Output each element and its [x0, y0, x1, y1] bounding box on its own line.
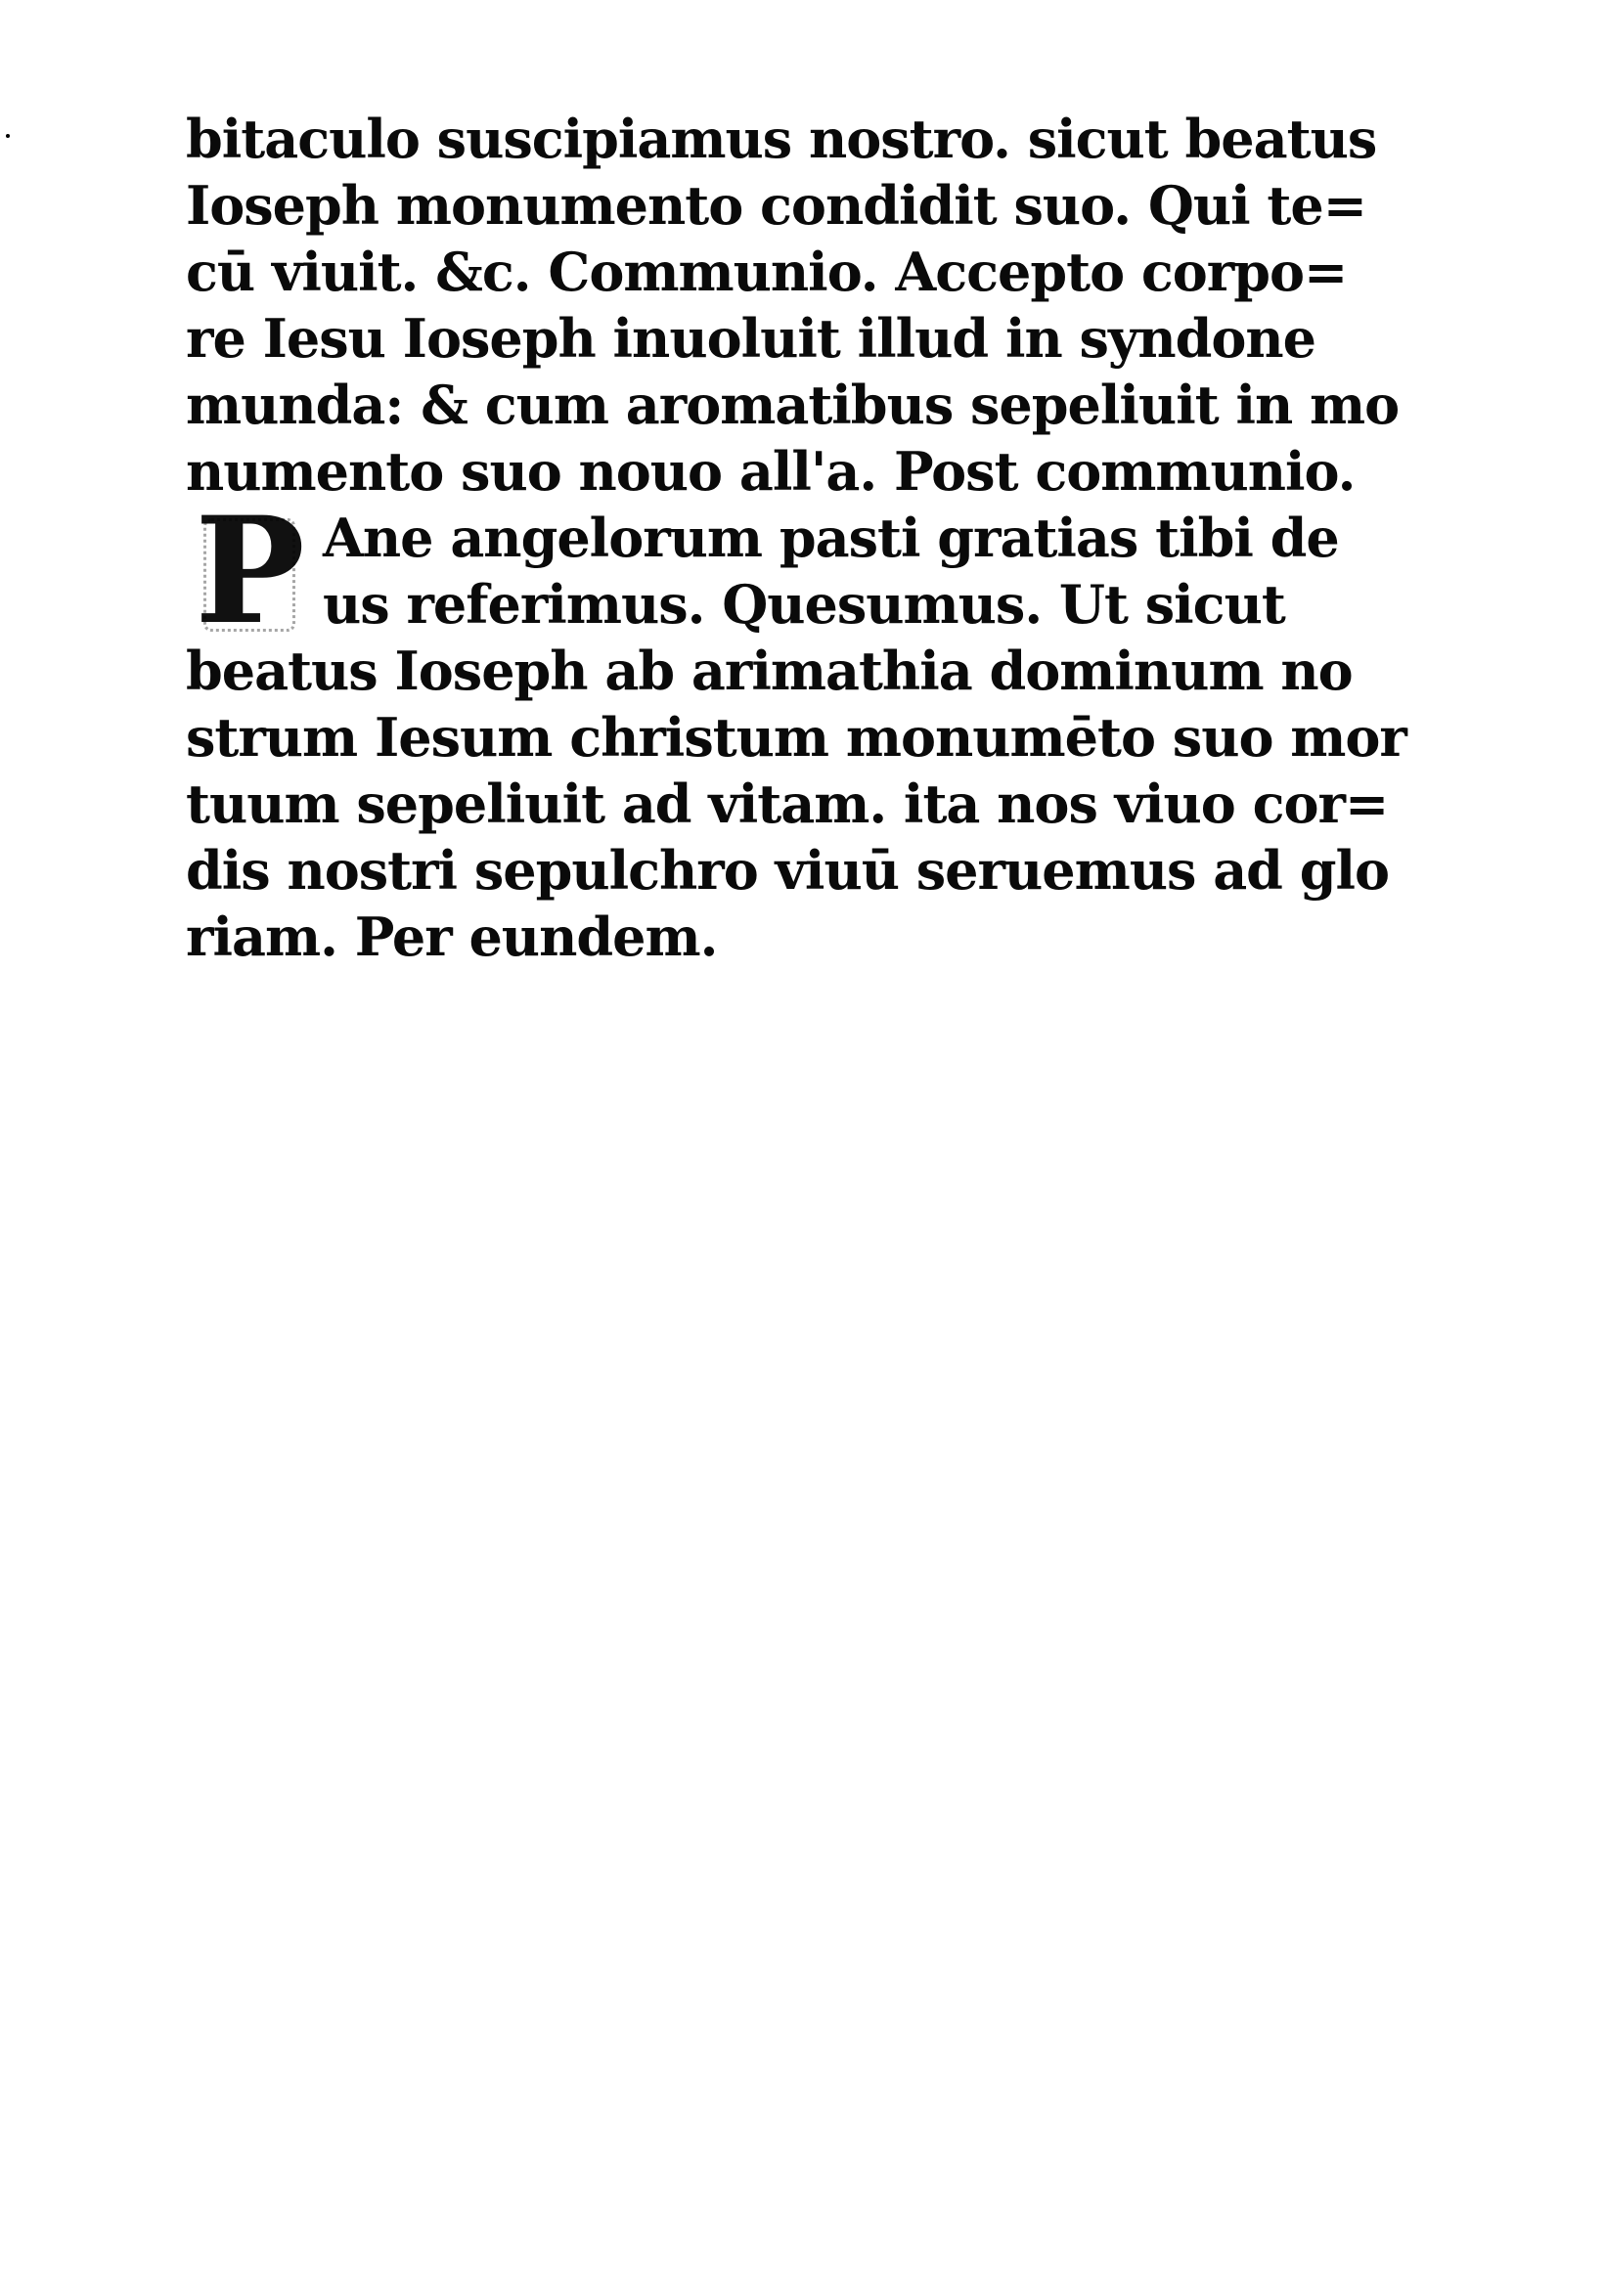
text-line-13: riam. Per eundem.: [186, 905, 718, 968]
text-line-7: Ane angelorum pasti gratias tibi de: [323, 507, 1339, 569]
text-block: [186, 106, 1457, 970]
text-line-3: cū viuit. &c. Communio. Accepto corpo=: [186, 241, 1348, 303]
margin-speck: [6, 134, 10, 138]
text-line-9: beatus Ioseph ab arimathia dominum no: [186, 640, 1353, 702]
text-line-11: tuum sepeliuit ad vitam. ita nos viuo cor=: [186, 773, 1389, 835]
text-line-6: numento suo nouo all'a. Post communio.: [186, 440, 1356, 503]
text-line-10: strum Iesum christum monumēto suo mor: [186, 706, 1406, 769]
text-line-2: Ioseph monumento condidit suo. Qui te=: [186, 174, 1366, 237]
text-line-5: munda: & cum aromatibus sepeliuit in mo: [186, 374, 1400, 436]
drop-cap-initial: P: [186, 505, 313, 638]
text-line-1: bitaculo suscipiamus nostro. sicut beatus: [186, 108, 1377, 170]
text-line-12: dis nostri sepulchro viuū seruemus ad glo: [186, 839, 1390, 902]
text-line-4: re Iesu Ioseph inuoluit illud in syndone: [186, 307, 1315, 370]
text-line-8: us referimus. Quesumus. Ut sicut: [323, 573, 1285, 636]
